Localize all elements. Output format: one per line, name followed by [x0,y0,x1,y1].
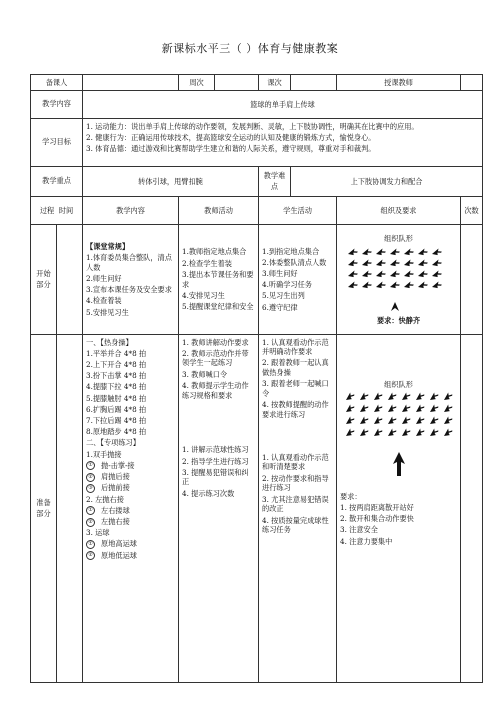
student-arrows [344,391,454,438]
student-arrow-icon [414,403,426,414]
student-arrow-icon [428,391,440,402]
prep-count[interactable] [461,335,483,683]
list-item: 1.平举并合 4*8 拍 [86,348,147,358]
student-arrow-icon [442,403,454,414]
content-header: 教学内容 [83,197,179,225]
teacher-marker-icon [393,452,405,476]
list-item: 4.安排见习生 [182,290,225,300]
student-arrow-icon [431,258,442,267]
list-item: 3.提出本节课任务和要求 [182,269,254,289]
student-arrow-icon [375,280,386,289]
student-arrow-icon [375,247,386,256]
key-points-value: 转体引球，甩臂扣腕 [83,167,259,197]
list-item: 1.教师指定地点集合 [182,247,247,257]
student-arrow-icon [428,403,440,414]
student-arrow-icon [442,415,454,426]
week-value[interactable] [215,75,259,91]
list-item: 1. 按两肩距离散开站好 [340,502,414,512]
start-student-activity [259,225,337,335]
list-item: ③ 后抛前接 [86,483,175,493]
student-arrow-icon [417,269,428,278]
formation-requirement: 要求：快静齐 [376,315,421,325]
list-item: 4. 按教师提醒的动作要求进行练习 [262,400,329,420]
list-item: ② 肩抛后接 [86,472,175,482]
start-teacher-activity [179,225,259,335]
list-item: 6.遵守纪律 [262,302,298,312]
prep-student-activity [259,335,337,683]
list-item: 5.安排见习生 [86,307,129,317]
student-arrow-icon [431,280,442,289]
process-time-header [31,197,83,225]
student-arrow-icon [417,247,428,256]
student-arrow-icon [414,391,426,402]
list-item: 7.下拉后踢 4*8 拍 [86,416,147,426]
list-item: 3. 注意安全 [340,525,378,535]
preparer-value[interactable] [83,75,179,91]
student-arrow-icon [386,391,398,402]
list-item: 1. 认真观看动作示范和听清楚要求 [262,452,329,472]
list-item: 4.提膝下拉 4*8 拍 [86,382,147,392]
list-item: 2. 指导学生进行练习 [182,456,249,466]
circled-number-icon: ② [86,518,95,527]
teacher-value[interactable] [461,75,483,91]
lesson-value[interactable] [291,75,337,91]
routine-title: 【课堂常规】 [86,241,130,251]
prep-section-label: 准备部分 [31,335,57,683]
circled-number-icon: ① [86,461,95,470]
list-item: 1.到指定地点集合 [262,246,320,256]
content-value: 篮球的单手肩上传球 [83,91,483,119]
list-item: 3. 跟着老师一起喊口令 [262,379,329,399]
objectives-list [83,119,483,167]
prep-teacher-activity [179,335,259,683]
student-arrow-icon [389,258,400,267]
organization-header: 组织及要求 [337,197,461,225]
student-arrow-icon [344,391,356,402]
formation-diagram [340,390,458,486]
student-arrow-icon [403,269,414,278]
list-item: ① 左右搂球 [86,506,175,516]
student-arrow-icon [386,427,398,438]
list-item: 4. 教师提示学生动作练习规格和要求 [182,380,249,400]
student-arrow-icon [400,427,412,438]
student-arrow-icon [389,269,400,278]
start-section-label: 开始部分 [31,225,57,335]
list-item: 2. 左抛右接 [86,494,124,504]
student-arrow-icon [372,415,384,426]
student-arrow-icon [431,269,442,278]
difficulty-label: 教学难点 [259,167,291,197]
warmup-title: 一、【热身操】 [86,337,133,347]
student-arrow-icon [358,427,370,438]
student-arrow-icon [372,391,384,402]
list-item: ② 原地低运球 [86,551,175,561]
week-label: 周次 [179,75,215,91]
student-arrow-icon [347,247,358,256]
list-item: 3. 教师喊口令 [182,369,228,379]
student-arrow-icon [344,415,356,426]
student-arrow-icon [389,247,400,256]
student-arrow-icon [361,280,372,289]
start-organization [337,225,461,335]
list-item: 2.检查学生着装 [182,258,232,268]
teacher-label: 授课教师 [337,75,461,91]
list-item: 6.扩胸后踢 4*8 拍 [86,404,147,414]
student-arrow-icon [358,391,370,402]
student-arrow-icon [428,415,440,426]
circled-number-icon: ① [86,506,95,515]
list-item: 4. 注意力要集中 [340,536,393,546]
circled-number-icon: ③ [86,484,95,493]
list-item: 2. 教师示范动作并带领学生一起练习 [182,348,249,368]
student-arrow-icon [442,391,454,402]
process-header: 过程 [39,205,55,215]
student-arrow-icon [386,403,398,414]
list-item: 4. 按质按量完成球性练习任务 [262,515,329,535]
student-arrow-icon [400,415,412,426]
circled-number-icon: ② [86,473,95,482]
student-arrow-icon [389,280,400,289]
student-arrow-icon [417,280,428,289]
list-item: 3.师生问好 [262,269,298,279]
list-item: 4.检查着装 [86,296,122,306]
student-arrow-icon [358,403,370,414]
formation-diagram [340,244,450,316]
teacher-activity-header: 教师活动 [179,197,259,225]
objective-item: 1. 运动能力：说出单手肩上传球的动作要领，发展判断、灵敏，上下肢协调性，明确其在比赛中的应用。 [86,121,419,131]
student-arrow-icon [347,280,358,289]
list-item: 3. 尤其注意易犯错误的改正 [262,494,329,514]
list-item: 5.提醒课堂纪律和安全 [182,301,254,311]
list-item: 1. 讲解示范球性练习 [182,445,249,455]
list-item: 5.提膝触肘 4*8 拍 [86,393,147,403]
requirements-title: 要求： [340,491,362,501]
student-arrow-icon [375,269,386,278]
student-arrow-icon [372,427,384,438]
content-label: 教学内容 [31,91,83,119]
student-arrow-icon [428,427,440,438]
start-content [83,225,179,335]
student-arrow-icon [417,258,428,267]
list-item: 1. 教师讲解动作要求 [182,337,249,347]
student-arrow-icon [372,403,384,414]
key-points-label: 教学重点 [31,167,83,197]
list-item: 2. 散开和集合动作要快 [340,514,414,524]
student-arrow-icon [347,258,358,267]
list-item: 2.体委整队清点人数 [262,257,327,267]
difficulty-value: 上下肢协调发力和配合 [291,167,483,197]
list-item: 2. 跟着教师一起认真做热身操 [262,358,329,378]
list-item: 4. 提示练习次数 [182,488,235,498]
student-arrow-icon [344,403,356,414]
prep-organization [337,335,461,683]
list-item: 1.双手抛接 [86,449,122,459]
student-arrow-icon [414,427,426,438]
special-title: 二、【专项练习】 [86,438,140,448]
list-item: 8.原地踏步 4*8 拍 [86,427,147,437]
student-arrow-icon [344,427,356,438]
student-activity-header: 学生活动 [259,197,337,225]
formation-title: 组织队形 [384,380,413,389]
list-item: 2.上下开合 4*8 拍 [86,359,147,369]
circled-number-icon: ① [86,540,95,549]
student-arrows [347,247,442,289]
student-arrow-icon [431,247,442,256]
student-arrow-icon [375,258,386,267]
list-item: ② 左抛右接 [86,517,175,527]
student-arrow-icon [361,269,372,278]
list-item: ① 原地高运球 [86,539,175,549]
objective-item: 2. 健康行为：正确运用传球技术，提高篮球安全运动的认知及健康的锻炼方式，愉悦身心。 [86,132,376,142]
lesson-plan-table [30,74,483,683]
list-item: ① 抛-击掌-接 [86,461,175,471]
prep-section-time[interactable] [57,335,83,683]
prep-content [83,335,179,683]
page-title: 新课标水平三（ ）体育与健康教案 [161,42,339,55]
student-arrow-icon [358,415,370,426]
start-count[interactable] [461,225,483,335]
student-arrow-icon [403,258,414,267]
objectives-label: 学习目标 [31,119,83,167]
student-arrow-icon [347,269,358,278]
formation-title: 组织队形 [384,233,413,243]
list-item: 5.见习生出列 [262,291,305,301]
list-item: 3.扮下击掌 4*8 拍 [86,371,147,381]
student-arrow-icon [403,280,414,289]
list-item: 3.宣布本课任务及安全要求 [86,285,172,295]
student-arrow-icon [400,391,412,402]
teacher-marker-icon [391,302,399,311]
student-arrow-icon [442,427,454,438]
list-item: 3. 提醒易犯错误和纠正 [182,467,249,487]
student-arrow-icon [361,258,372,267]
list-item: 4.听确学习任务 [262,280,312,290]
student-arrow-icon [386,415,398,426]
start-section-time[interactable] [57,225,83,335]
count-header: 次数 [461,197,483,225]
prep-requirements [340,492,457,547]
list-item: 2. 按动作要求和指导进行练习 [262,473,329,493]
preparer-label: 备课人 [31,75,83,91]
objective-item: 3. 体育品德：通过游戏和比赛帮助学生建立和谐的人际关系，遵守规则，尊重对手和裁判。 [86,143,376,153]
list-item: 3. 运球 [86,528,110,538]
list-item: 1. 认真观看动作示范并明确动作要求 [262,337,329,357]
list-item: 2.师生问好 [86,273,122,283]
student-arrow-icon [403,247,414,256]
student-arrow-icon [361,247,372,256]
circled-number-icon: ② [86,551,95,560]
student-arrow-icon [414,415,426,426]
list-item: 1.体育委员集合整队，清点人数 [86,252,172,272]
time-header: 时间 [58,205,74,215]
student-arrow-icon [400,403,412,414]
lesson-label: 课次 [259,75,291,91]
